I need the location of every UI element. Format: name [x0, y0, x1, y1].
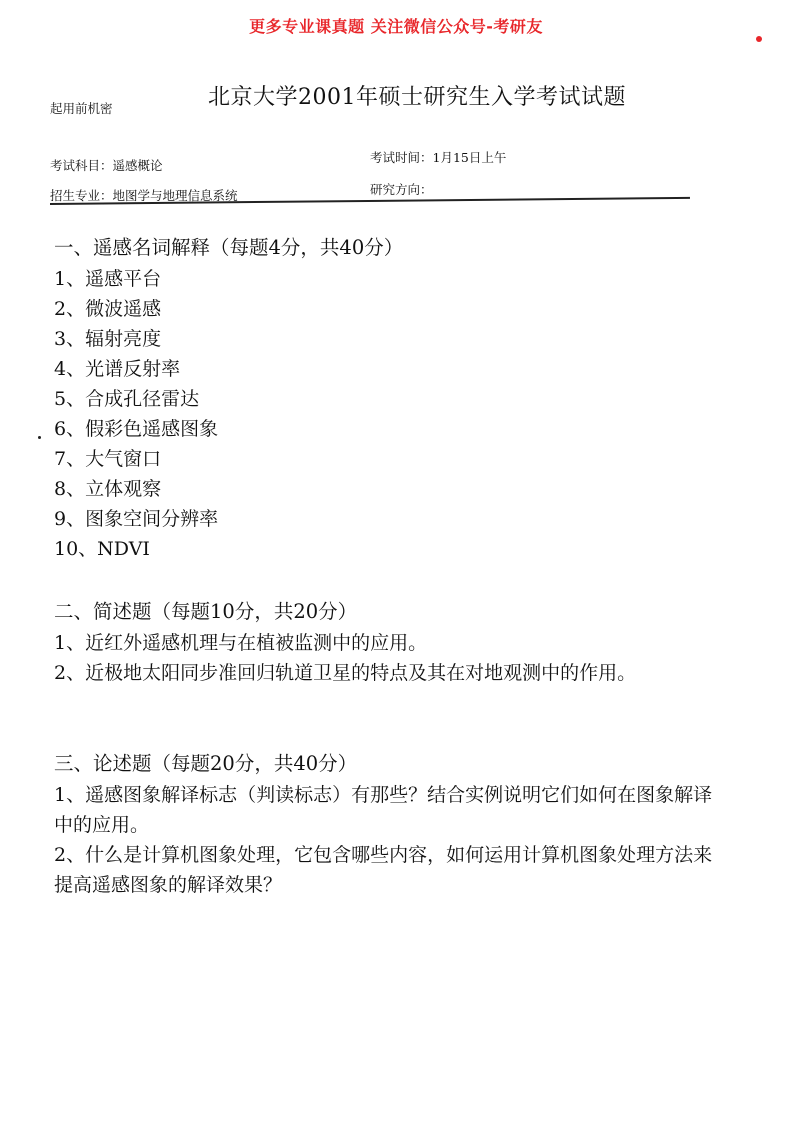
exam-title: 北京大学2001年硕士研究生入学考试试题	[208, 85, 626, 110]
question-item: 4、光谱反射率	[54, 358, 181, 380]
question-item: 9、图象空间分辨率	[54, 508, 219, 530]
research-direction: 研究方向：	[370, 182, 433, 197]
question-item: 1、近红外遥感机理与在植被监测中的应用。	[54, 632, 428, 654]
question-item: 1、遥感图象解译标志（判读标志）有那些？结合实例说明它们如何在图象解译中的应用。	[54, 784, 713, 836]
confidential-label: 起用前机密	[50, 101, 113, 116]
question-item: 2、什么是计算机图象处理，它包含哪些内容，如何运用计算机图象处理方法来提高遥感图象的解译效果？	[54, 844, 713, 896]
question-item: 3、辐射亮度	[54, 328, 162, 350]
question-item: 2、微波遥感	[54, 298, 162, 320]
section-terms	[54, 232, 724, 564]
section-title: 一、遥感名词解释（每题4分，共40分）	[54, 236, 404, 259]
question-item: 8、立体观察	[54, 478, 162, 500]
section-title: 三、论述题（每题20分，共40分）	[54, 752, 358, 775]
question-item: 10、NDVI	[54, 538, 150, 560]
question-item: 7、大气窗口	[54, 448, 162, 470]
question-item: 1、遥感平台	[54, 268, 162, 290]
exam-time: 考试时间：1月15日上午	[370, 150, 507, 165]
corner-mark	[756, 36, 762, 42]
section-short-answer	[54, 596, 724, 688]
exam-subject: 考试科目：遥感概论	[50, 158, 163, 173]
section-essay	[54, 748, 724, 900]
section-title: 二、简述题（每题10分，共20分）	[54, 600, 358, 623]
question-item: 2、近极地太阳同步准回归轨道卫星的特点及其在对地观测中的作用。	[54, 662, 637, 684]
promo-banner: 更多专业课真题 关注微信公众号-考研友	[249, 17, 543, 36]
exam-major: 招生专业：地图学与地理信息系统	[50, 188, 238, 203]
question-item: 5、合成孔径雷达	[54, 388, 200, 410]
question-item: 6、假彩色遥感图象	[54, 418, 219, 440]
scan-dot	[38, 436, 41, 439]
